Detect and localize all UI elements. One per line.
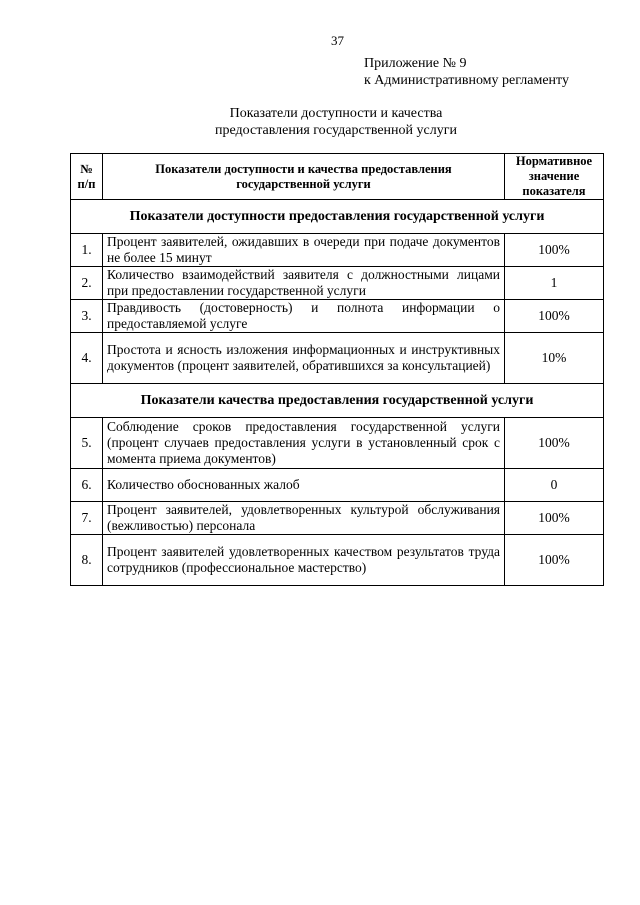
header-number: № п/п bbox=[71, 154, 103, 200]
header-indicator: Показатели доступности и качества предоставления государственной услуги bbox=[103, 154, 505, 200]
row-indicator: Процент заявителей, ожидавших в очереди при подаче документов не более 15 минут bbox=[103, 234, 505, 267]
title-line-2: предоставления государственной услуги bbox=[215, 123, 457, 138]
row-number: 3. bbox=[71, 300, 103, 333]
row-value: 1 bbox=[505, 267, 604, 300]
row-indicator: Процент заявителей удовлетворенных качеством результатов труда сотрудников (профессиональное мастерство) bbox=[103, 535, 505, 586]
row-value: 0 bbox=[505, 469, 604, 502]
table-row bbox=[71, 267, 604, 300]
section-title-quality: Показатели качества предоставления государственной услуги bbox=[71, 384, 604, 418]
page-number: 37 bbox=[331, 33, 344, 48]
row-value: 100% bbox=[505, 234, 604, 267]
row-value: 100% bbox=[505, 418, 604, 469]
row-value: 10% bbox=[505, 333, 604, 384]
section-row-accessibility bbox=[71, 200, 604, 234]
indicators-table bbox=[70, 153, 604, 586]
row-number: 2. bbox=[71, 267, 103, 300]
title-line-1: Показатели доступности и качества bbox=[229, 106, 443, 121]
row-number: 8. bbox=[71, 535, 103, 586]
row-indicator: Количество обоснованных жалоб bbox=[103, 469, 505, 502]
row-indicator: Правдивость (достоверность) и полнота информации о предоставляемой услуге bbox=[103, 300, 505, 333]
appendix-reference bbox=[364, 55, 569, 89]
row-indicator: Количество взаимодействий заявителя с должностными лицами при предоставлении государственной услуги bbox=[103, 267, 505, 300]
row-indicator: Процент заявителей, удовлетворенных культурой обслуживания (вежливостью) персонала bbox=[103, 502, 505, 535]
appendix-line-1: Приложение № 9 bbox=[364, 56, 467, 71]
section-row-quality bbox=[71, 384, 604, 418]
row-value: 100% bbox=[505, 300, 604, 333]
row-number: 4. bbox=[71, 333, 103, 384]
table-row bbox=[71, 469, 604, 502]
row-indicator: Соблюдение сроков предоставления государственной услуги (процент случаев предоставления услуги в установленный срок с момента приема документов) bbox=[103, 418, 505, 469]
table-row bbox=[71, 234, 604, 267]
row-number: 6. bbox=[71, 469, 103, 502]
table-row bbox=[71, 333, 604, 384]
row-number: 7. bbox=[71, 502, 103, 535]
row-value: 100% bbox=[505, 502, 604, 535]
appendix-line-2: к Административному регламенту bbox=[364, 73, 569, 88]
header-normative-value: Нормативное значение показателя bbox=[505, 154, 604, 200]
row-number: 1. bbox=[71, 234, 103, 267]
table-row bbox=[71, 535, 604, 586]
table-header-row bbox=[71, 154, 604, 200]
row-value: 100% bbox=[505, 535, 604, 586]
table-row bbox=[71, 418, 604, 469]
row-number: 5. bbox=[71, 418, 103, 469]
table-row bbox=[71, 502, 604, 535]
document-title bbox=[0, 105, 640, 139]
section-title-accessibility: Показатели доступности предоставления государственной услуги bbox=[71, 200, 604, 234]
row-indicator: Простота и ясность изложения информационных и инструктивных документов (процент заявителей, обратившихся за консультацией) bbox=[103, 333, 505, 384]
table-row bbox=[71, 300, 604, 333]
